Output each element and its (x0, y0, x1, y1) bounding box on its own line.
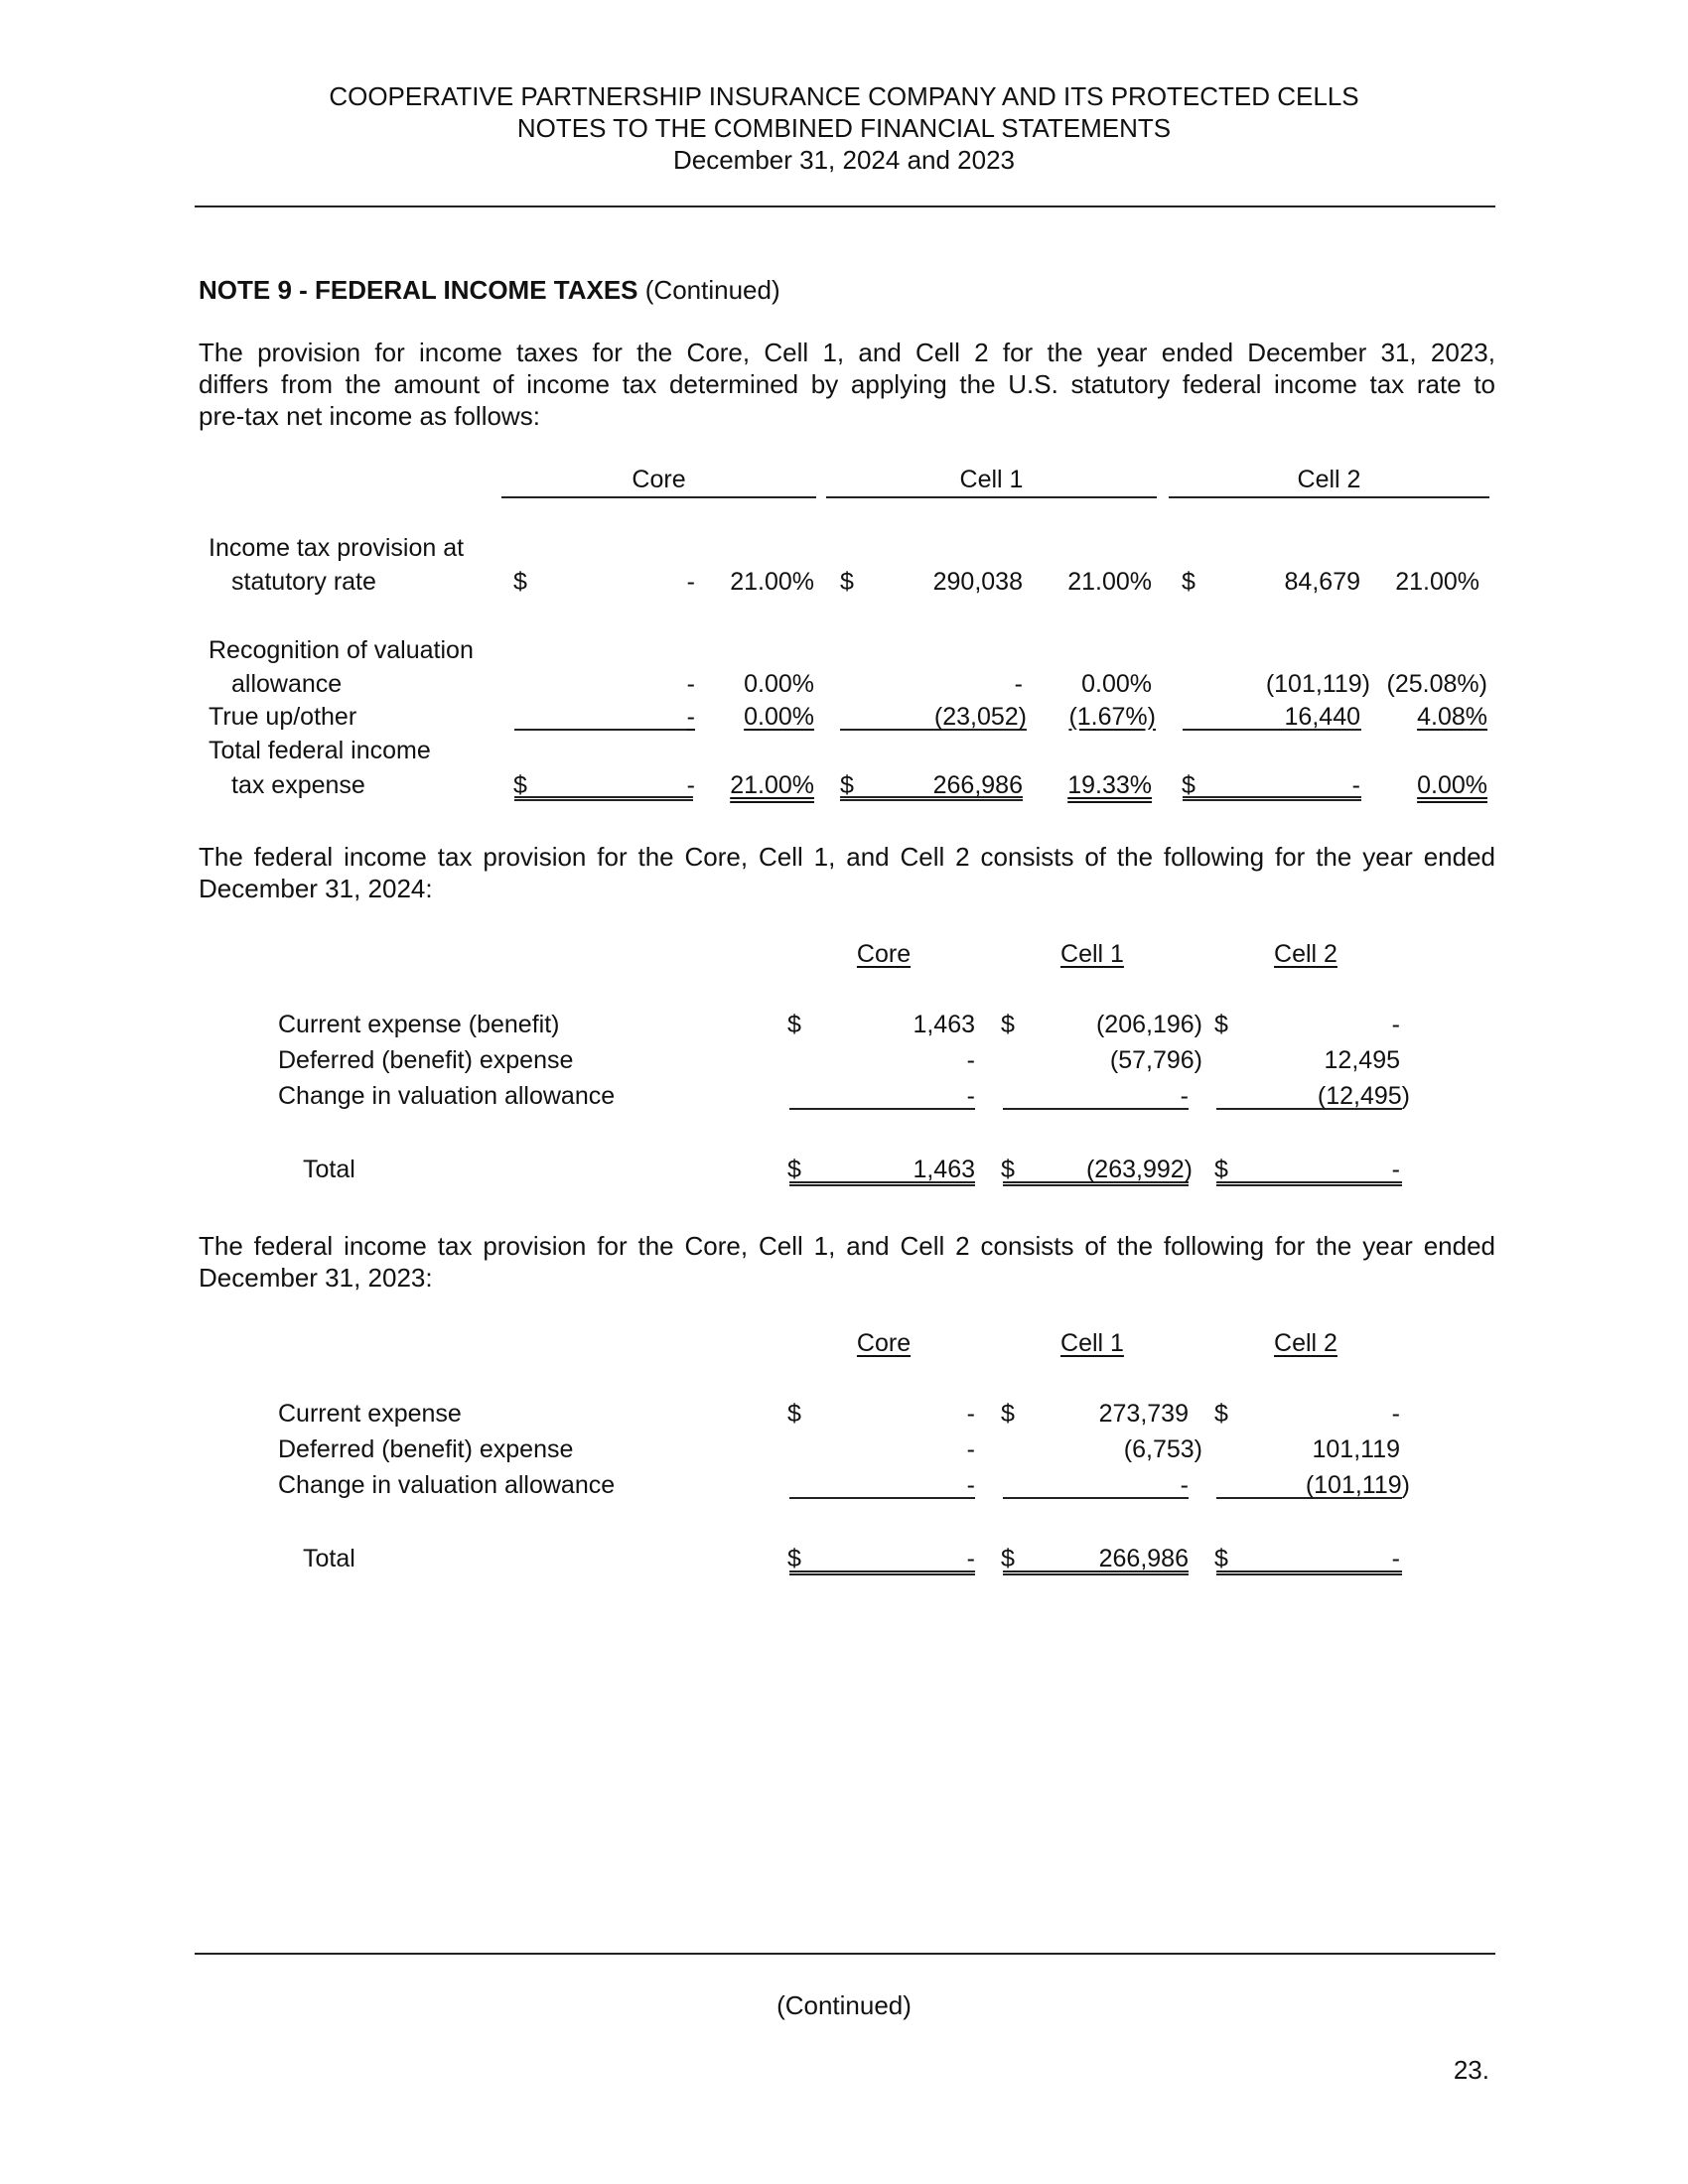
cell2-value: (12,495) (1317, 1082, 1410, 1110)
row-label: Total federal income (209, 737, 431, 764)
column-header-cell1: Cell 1 (1060, 940, 1124, 968)
currency-symbol: $ (1001, 1400, 1015, 1428)
column-header-cell1: Cell 1 (1060, 1329, 1124, 1357)
row-label: Deferred (benefit) expense (278, 1046, 574, 1074)
currency-symbol: $ (1214, 1011, 1228, 1038)
column-rule-core (501, 496, 816, 498)
section1-paragraph-line: The provision for income taxes for the Core, Cell 1, and Cell 2 for the year ended December 31, 2023, (199, 338, 1495, 367)
cell2-value: 12,495 (1324, 1046, 1400, 1074)
core-amount: - (686, 771, 695, 799)
core-amount: - (686, 670, 695, 698)
currency-symbol: $ (1001, 1011, 1015, 1038)
row-label: Income tax provision at (209, 534, 465, 562)
currency-symbol: $ (787, 1545, 801, 1572)
cell2-amount: 16,440 (1284, 703, 1360, 731)
currency-symbol: $ (1182, 771, 1196, 799)
cell1-value: - (1180, 1471, 1189, 1499)
document-subtitle: NOTES TO THE COMBINED FINANCIAL STATEMENTS (516, 113, 1172, 143)
cell1-value: - (1180, 1082, 1189, 1110)
core-total: 1,463 (913, 1156, 975, 1183)
currency-symbol: $ (787, 1400, 801, 1428)
row-label: Deferred (benefit) expense (278, 1435, 574, 1463)
total-label: Total (303, 1156, 355, 1183)
column-header-core: Core (856, 940, 912, 968)
currency-symbol: $ (1214, 1400, 1228, 1428)
section1-paragraph-line: differs from the amount of income tax determined by applying the U.S. statutory federal income tax rate to (199, 369, 1495, 399)
currency-symbol: $ (787, 1156, 801, 1183)
column-header-cell2: Cell 2 (1274, 1329, 1337, 1357)
cell2-pct: (25.08%) (1386, 670, 1487, 698)
column-header-core: Core (856, 1329, 912, 1357)
core-value: - (966, 1046, 975, 1074)
cell2-pct: 21.00% (1395, 568, 1479, 596)
core-pct: 21.00% (730, 568, 814, 596)
cell1-total: (263,992) (1085, 1156, 1193, 1183)
cell1-value: (206,196) (1095, 1011, 1202, 1038)
cell1-pct: (1.67%) (1068, 703, 1156, 731)
note-title (199, 274, 780, 306)
currency-symbol: $ (1214, 1545, 1228, 1572)
document-date: December 31, 2024 and 2023 (672, 145, 1016, 175)
cell2-total: - (1391, 1156, 1400, 1183)
cell2-amount: - (1351, 771, 1360, 799)
core-pct: 0.00% (744, 703, 814, 731)
cell2-amount: (101,119) (1265, 670, 1370, 698)
currency-symbol: $ (787, 1011, 801, 1038)
row-label: Current expense (benefit) (278, 1011, 560, 1038)
cell2-pct: 0.00% (1417, 771, 1487, 799)
cell2-value: (101,119) (1305, 1471, 1410, 1499)
column-header-cell2: Cell 2 (1274, 940, 1337, 968)
currency-symbol: $ (1001, 1545, 1015, 1572)
core-total: - (966, 1545, 975, 1572)
note-title-bold: NOTE 9 - FEDERAL INCOME TAXES (199, 275, 638, 305)
currency-symbol: $ (1001, 1156, 1015, 1183)
core-value: - (966, 1471, 975, 1499)
row-label: Current expense (278, 1400, 462, 1428)
currency-symbol: $ (513, 568, 527, 596)
cell1-pct: 19.33% (1067, 771, 1152, 799)
core-value: - (966, 1400, 975, 1428)
cell1-amount: - (1014, 670, 1023, 698)
column-rule-cell1 (826, 496, 1157, 498)
cell2-total: - (1391, 1545, 1400, 1572)
column-rule-cell2 (1169, 496, 1489, 498)
continued-label: (Continued) (776, 1990, 912, 2020)
currency-symbol: $ (840, 568, 854, 596)
currency-symbol: $ (513, 771, 527, 799)
row-label: statutory rate (231, 568, 376, 596)
header-divider (195, 205, 1495, 207)
core-value: - (966, 1435, 975, 1463)
section2-paragraph-line: December 31, 2024: (199, 874, 433, 903)
column-header-core: Core (632, 466, 686, 493)
cell1-value: (57,796) (1109, 1046, 1202, 1074)
core-value: 1,463 (913, 1011, 975, 1038)
cell1-pct: 0.00% (1081, 670, 1152, 698)
cell2-value: 101,119 (1312, 1435, 1400, 1463)
core-pct: 0.00% (744, 670, 814, 698)
currency-symbol: $ (1214, 1156, 1228, 1183)
currency-symbol: $ (840, 771, 854, 799)
section3-paragraph-line: The federal income tax provision for the Core, Cell 1, and Cell 2 consists of the following for the year ended (199, 1231, 1495, 1261)
row-label: Change in valuation allowance (278, 1082, 616, 1110)
cell1-total: 266,986 (1098, 1545, 1189, 1572)
row-label: tax expense (231, 771, 365, 799)
company-name: COOPERATIVE PARTNERSHIP INSURANCE COMPANY AND ITS PROTECTED CELLS (329, 81, 1359, 111)
cell1-amount: 266,986 (932, 771, 1023, 799)
section1-paragraph-line: pre-tax net income as follows: (199, 401, 540, 431)
cell1-value: (6,753) (1123, 1435, 1202, 1463)
section3-paragraph-line: December 31, 2023: (199, 1263, 433, 1293)
cell2-value: - (1391, 1011, 1400, 1038)
currency-symbol: $ (1182, 568, 1196, 596)
note-title-suffix: (Continued) (644, 275, 780, 305)
cell2-amount: 84,679 (1284, 568, 1360, 596)
cell1-amount: (23,052) (933, 703, 1027, 731)
core-pct: 21.00% (730, 771, 814, 799)
section2-paragraph-line: The federal income tax provision for the Core, Cell 1, and Cell 2 consists of the following for the year ended (199, 842, 1495, 872)
cell1-pct: 21.00% (1067, 568, 1152, 596)
row-label: Change in valuation allowance (278, 1471, 616, 1499)
page-number: 23. (1453, 2055, 1489, 2085)
core-amount: - (686, 568, 695, 596)
core-value: - (966, 1082, 975, 1110)
cell1-value: 273,739 (1098, 1400, 1189, 1428)
cell2-pct: 4.08% (1417, 703, 1487, 731)
total-label: Total (303, 1545, 355, 1572)
row-label: True up/other (209, 703, 357, 731)
core-amount: - (686, 703, 695, 731)
cell1-amount: 290,038 (932, 568, 1023, 596)
footer-divider (195, 1953, 1495, 1955)
row-label: Recognition of valuation (209, 636, 474, 664)
column-header-cell2: Cell 2 (1297, 466, 1361, 493)
row-label: allowance (231, 670, 343, 698)
cell2-value: - (1391, 1400, 1400, 1428)
column-header-cell1: Cell 1 (959, 466, 1024, 493)
